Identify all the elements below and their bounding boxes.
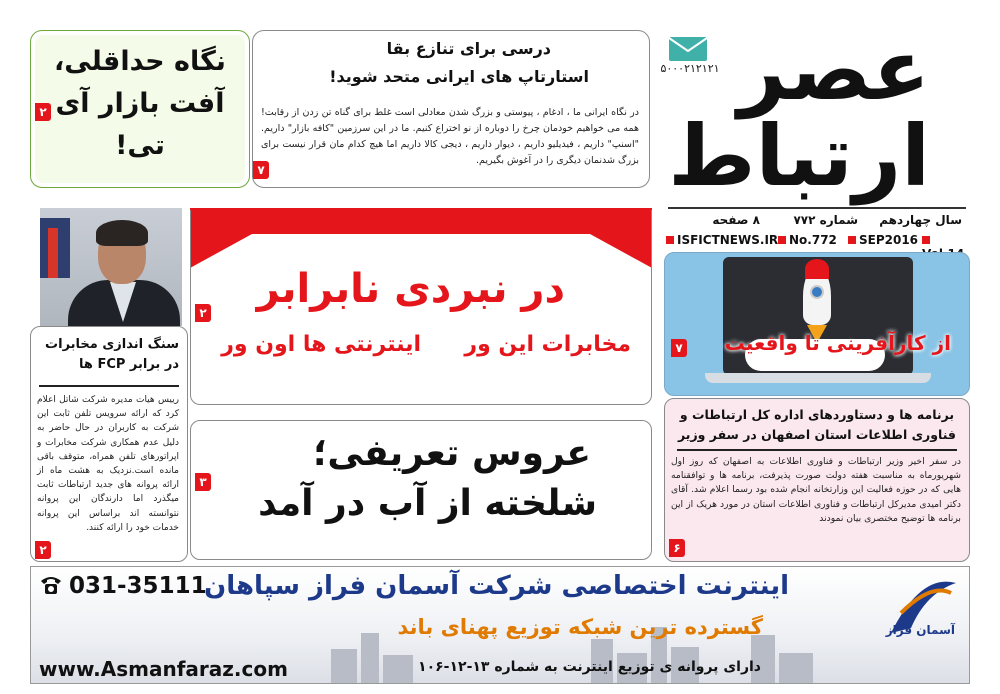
issue-date: SEP2016 bbox=[859, 233, 919, 247]
meta-bar bbox=[666, 231, 970, 249]
right-story-body: در سفر اخیر وزیر ارتباطات و فناوری اطلاعات به اصفهان که روز اول شهریورماه به مناسبت هفته دولت صورت پذیرفت، برنامه ها و توافقنامه هایی که در حوزه فعالیت این وزارتخانه انجام شده بود رسما اعلام شد. آقای دکتر امیدی مدیرکل ارتباطات و فناوری اطلاعات استان در مورد هریک از این برنامه ها توضیح مختصری بیان نمودند bbox=[671, 456, 961, 524]
left-column-body: رییس هیات مدیره شرکت شاتل اعلام کرد که ارائه سرویس تلفن ثابت این شرکت به کاربران در حال حاضر به دلیل عدم همکاری شرکت مخابرات و اپراتورهای تلفن همراه، متوقف باقی مانده است.نزدیک به هشت ماه از ارائه پروانه های جدید ارتباطات ثابت میگذرد اما دارندگان این پروانه نتوانسته اند براساس این پروانه خدمات خود را ارائه کنند. bbox=[37, 395, 179, 533]
ad-title: اینترنت اختصاصی شرکت آسمان فراز سپاهان bbox=[204, 571, 789, 601]
logo-line2: ارتباط bbox=[668, 107, 930, 205]
ad-subtitle: گسترده ترین شبکه توزیع پهنای باند bbox=[397, 615, 763, 639]
headline1-box[interactable] bbox=[190, 210, 652, 405]
ad-logo-text: آسمان فراز bbox=[885, 623, 955, 637]
sms-number: ۵۰۰۰۲۱۲۱۲۱ bbox=[660, 62, 720, 75]
page-ref-badge: ۲ bbox=[35, 103, 51, 121]
phone-icon bbox=[39, 575, 63, 595]
page-ref-badge: ۳ bbox=[195, 473, 211, 491]
page-ref-badge: ۲ bbox=[35, 541, 51, 559]
left-column-story[interactable] bbox=[30, 326, 188, 562]
top-story-box[interactable] bbox=[252, 30, 650, 188]
divider bbox=[39, 385, 179, 387]
ad-phone-number[interactable]: 031-35111 bbox=[69, 573, 207, 599]
illustration-title: از کارآفرینی تا واقعیت bbox=[724, 331, 951, 355]
asmanfaraz-logo-icon bbox=[881, 573, 961, 653]
headline2-box[interactable] bbox=[190, 420, 652, 560]
top-story-title2: استارتاپ های ایرانی متحد شوید! bbox=[329, 67, 589, 86]
ad-license-text: دارای پروانه ی توزیع اینترنت به شماره ۱۳-۱۲-۱۰۶ bbox=[418, 659, 761, 675]
headline1-title: در نبردی نابرابر bbox=[256, 266, 565, 312]
ad-banner[interactable] bbox=[30, 566, 970, 684]
issue-number: شماره ۷۷۲ bbox=[793, 213, 858, 227]
envelope-icon bbox=[668, 36, 708, 62]
headline1-sub2: اینترنتی ها اون ور bbox=[221, 332, 421, 357]
page-ref-badge: ۷ bbox=[671, 339, 687, 357]
newspaper-logo bbox=[668, 21, 968, 205]
person-photo bbox=[40, 208, 182, 326]
top-story-title1: درسی برای تنازع بقا bbox=[386, 39, 551, 58]
divider bbox=[677, 449, 957, 451]
logo-line1: عصر bbox=[737, 21, 930, 119]
page-ref-badge: ۲ bbox=[195, 304, 211, 322]
issue-pages: ۸ صفحه bbox=[712, 213, 760, 227]
headline2-line1: عروس تعریفی؛ bbox=[312, 433, 591, 474]
site-url: ISFICTNEWS.IR bbox=[677, 233, 779, 247]
left-top-box[interactable] bbox=[30, 30, 250, 188]
ad-url-link[interactable]: www.Asmanfaraz.com bbox=[39, 657, 288, 681]
top-story-body: در نگاه ایرانی ما ، ادغام ، پیوستی و بزرگ شدن معادلی است غلط برای گناه تن زدن از رقابت! همه می خواهیم خودمان چرخ را دوباره از نو اختراع کنیم. ما در این سرزمین "کافه بازار" داریم. "اسنپ" داریم ، فیدیلیو داریم ، دیوار داریم ، دیجی کالا داریم اما هیچ کدام مان قرار نیست برای بزرگ شدنمان دیگری را در آغوش بگیریم. bbox=[261, 107, 639, 166]
issue-no: No.772 bbox=[789, 233, 837, 247]
page-ref-badge: ۶ bbox=[669, 539, 685, 557]
issue-year: سال چهاردهم bbox=[879, 213, 962, 227]
issue-info-bar bbox=[668, 207, 966, 231]
left-column-title: سنگ اندازی مخابرات در برابر FCP ها bbox=[45, 337, 179, 372]
right-story-box[interactable] bbox=[664, 398, 970, 562]
headline2-line2: شلخته از آب در آمد bbox=[258, 483, 597, 524]
page-ref-badge: ۷ bbox=[253, 161, 269, 179]
left-top-title: نگاه حداقلی، آفت بازار آی تی! bbox=[54, 46, 226, 161]
right-story-title: برنامه ها و دستاوردهای اداره کل ارتباطات و فناوری اطلاعات استان اصفهان در سفر وزیر bbox=[678, 407, 956, 442]
headline1-sub1: مخابرات این ور bbox=[464, 332, 631, 357]
startup-illustration[interactable] bbox=[664, 252, 970, 396]
